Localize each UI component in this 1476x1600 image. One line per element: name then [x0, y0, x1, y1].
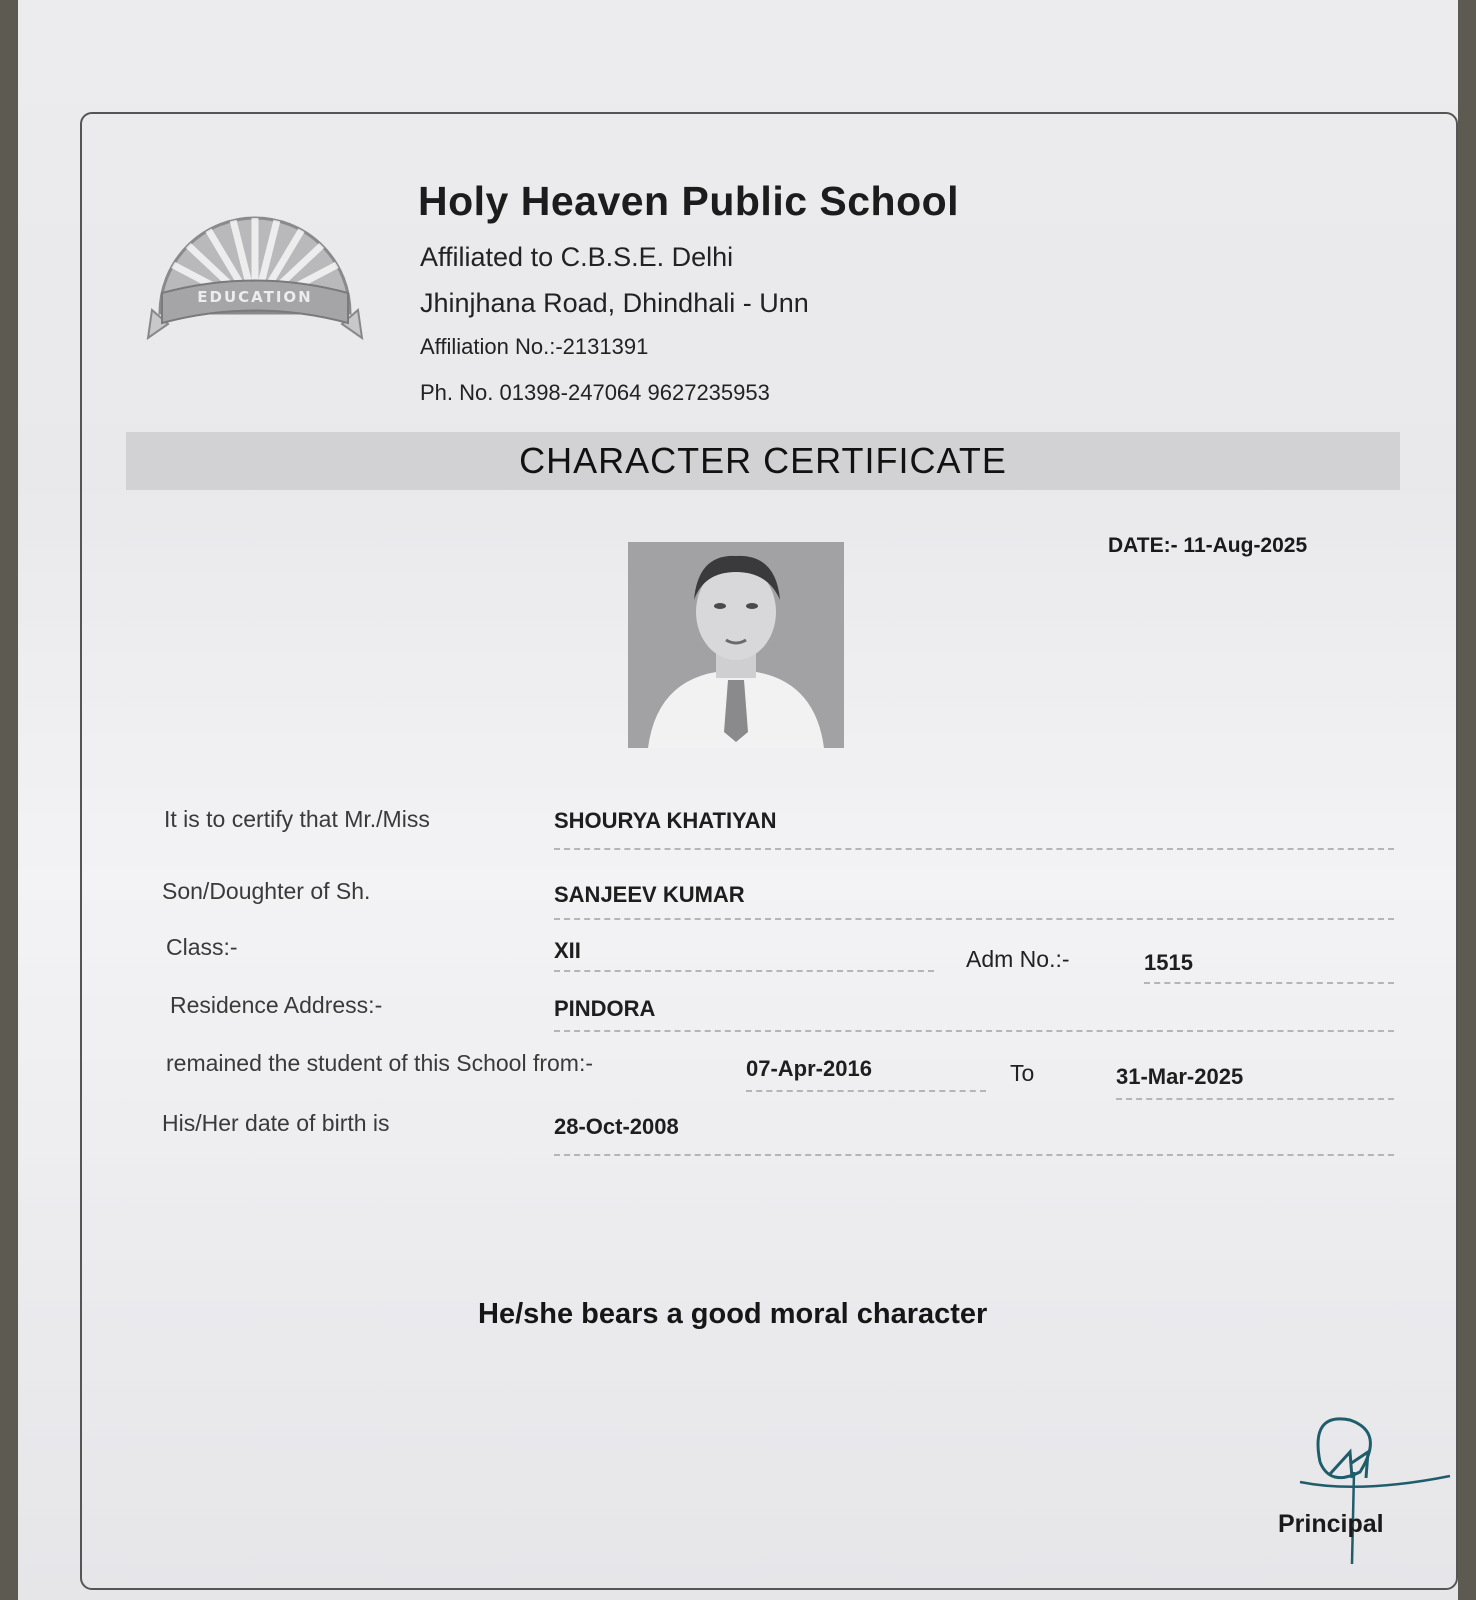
parent-label: Son/Doughter of Sh. [162, 878, 371, 904]
principal-signature [1290, 1412, 1460, 1572]
dob-label: His/Her date of birth is [162, 1110, 390, 1136]
title-band [126, 432, 1400, 490]
affiliation-number: Affiliation No.:-2131391 [420, 334, 649, 359]
parent-name: SANJEEV KUMAR [554, 882, 745, 907]
certify-label: It is to certify that Mr./Miss [164, 806, 430, 832]
parent-underline [554, 918, 1394, 920]
school-logo [140, 198, 370, 358]
certificate-date: DATE:- 11-Aug-2025 [1108, 534, 1308, 557]
dob-underline [554, 1154, 1394, 1156]
residence-value: PINDORA [554, 996, 656, 1021]
name-underline [554, 848, 1394, 850]
principal-label: Principal [1278, 1510, 1384, 1538]
certificate-title: CHARACTER CERTIFICATE [519, 440, 1007, 481]
school-phone: Ph. No. 01398-247064 9627235953 [420, 380, 770, 405]
period-label: remained the student of this School from:- [166, 1050, 593, 1076]
to-underline [1116, 1098, 1394, 1100]
class-value: XII [554, 938, 581, 963]
to-label: To [1010, 1060, 1035, 1086]
student-name: SHOURYA KHATIYAN [554, 808, 777, 833]
adm-number: 1515 [1144, 950, 1193, 975]
school-name: Holy Heaven Public School [418, 178, 960, 224]
to-date: 31-Mar-2025 [1116, 1064, 1244, 1089]
student-photo [628, 542, 844, 748]
logo-banner-text: EDUCATION [197, 288, 313, 306]
residence-underline [554, 1030, 1394, 1032]
dob-value: 28-Oct-2008 [554, 1114, 679, 1139]
school-address: Jhinjhana Road, Dhindhali - Unn [420, 288, 809, 318]
class-label: Class:- [166, 934, 238, 960]
school-affiliation: Affiliated to C.B.S.E. Delhi [420, 242, 734, 272]
adm-underline [1144, 982, 1394, 984]
from-date: 07-Apr-2016 [746, 1056, 872, 1081]
residence-label: Residence Address:- [170, 992, 383, 1018]
adm-label: Adm No.:- [966, 946, 1070, 972]
class-underline [554, 970, 934, 972]
from-underline [746, 1090, 986, 1092]
moral-statement: He/she bears a good moral character [478, 1298, 988, 1330]
